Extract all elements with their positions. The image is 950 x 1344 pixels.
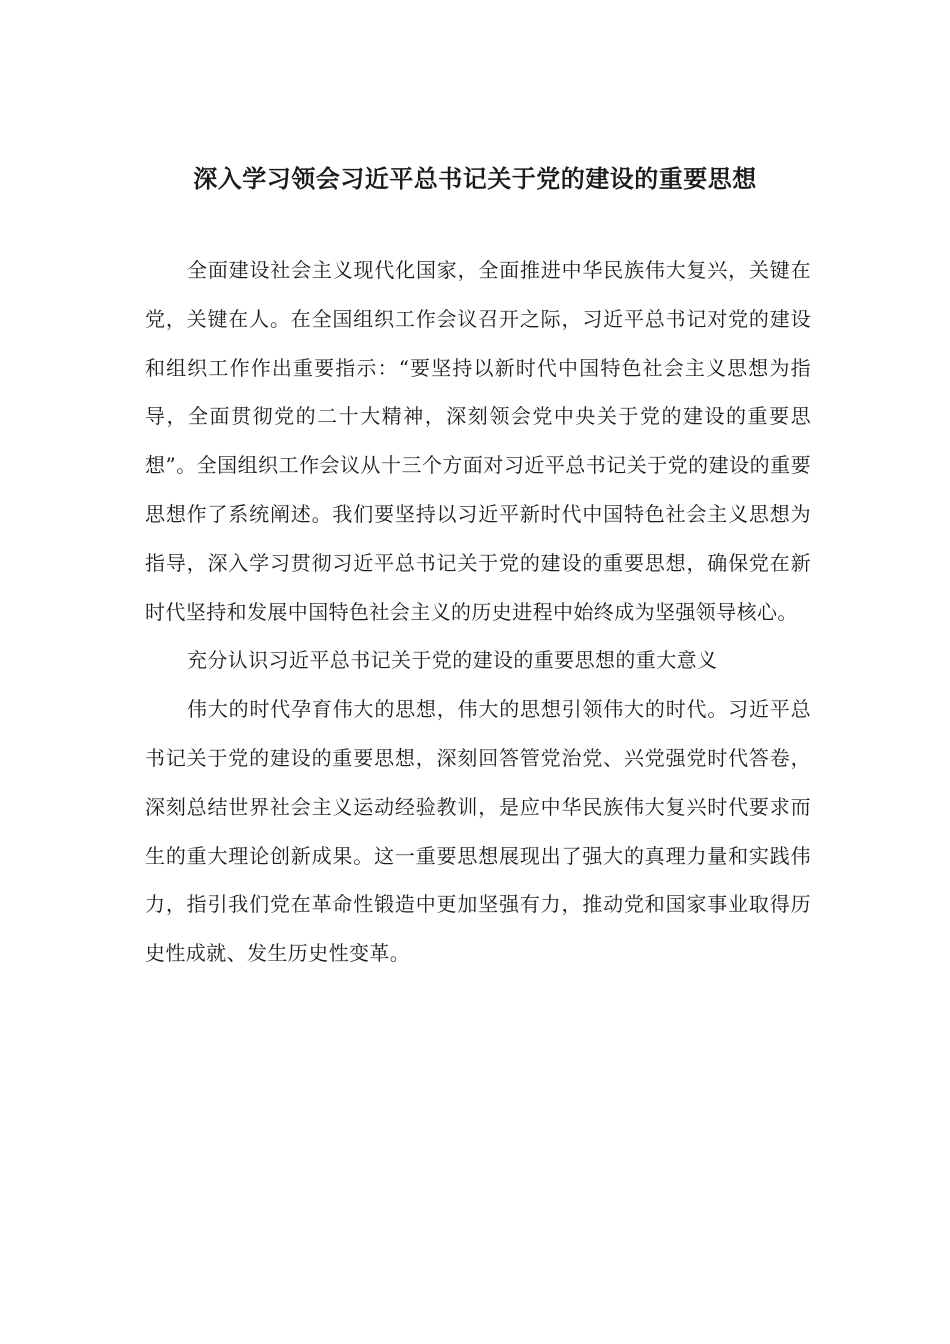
paragraph-significance: 伟大的时代孕育伟大的思想，伟大的思想引领伟大的时代。习近平总书记关于党的建设的重要思想，深刻回答管党治党、兴党强党时代答卷，深刻总结世界社会主义运动经验教训，是应中华民族伟大复兴时代要求而生的重大理论创新成果。这一重要思想展现出了强大的真理力量和实践伟力，指引我们党在革命性锻造中更加坚强有力，推动党和国家事业取得历史性成就、发生历史性变革。	[145, 697, 811, 966]
document-body	[145, 246, 811, 978]
paragraph-intro: 全面建设社会主义现代化国家，全面推进中华民族伟大复兴，关键在党，关键在人。在全国组织工作会议召开之际，习近平总书记对党的建设和组织工作作出重要指示：“要坚持以新时代中国特色社会主义思想为指导，全面贯彻党的二十大精神，深刻领会党中央关于党的建设的重要思想”。全国组织工作会议从十三个方面对习近平总书记关于党的建设的重要思想作了系统阐述。我们要坚持以习近平新时代中国特色社会主义思想为指导，深入学习贯彻习近平总书记关于党的建设的重要思想，确保党在新时代坚持和发展中国特色社会主义的历史进程中始终成为坚强领导核心。	[145, 258, 811, 624]
section-heading: 充分认识习近平总书记关于党的建设的重要思想的重大意义	[187, 648, 718, 673]
document-title: 深入学习领会习近平总书记关于党的建设的重要思想	[193, 164, 757, 193]
